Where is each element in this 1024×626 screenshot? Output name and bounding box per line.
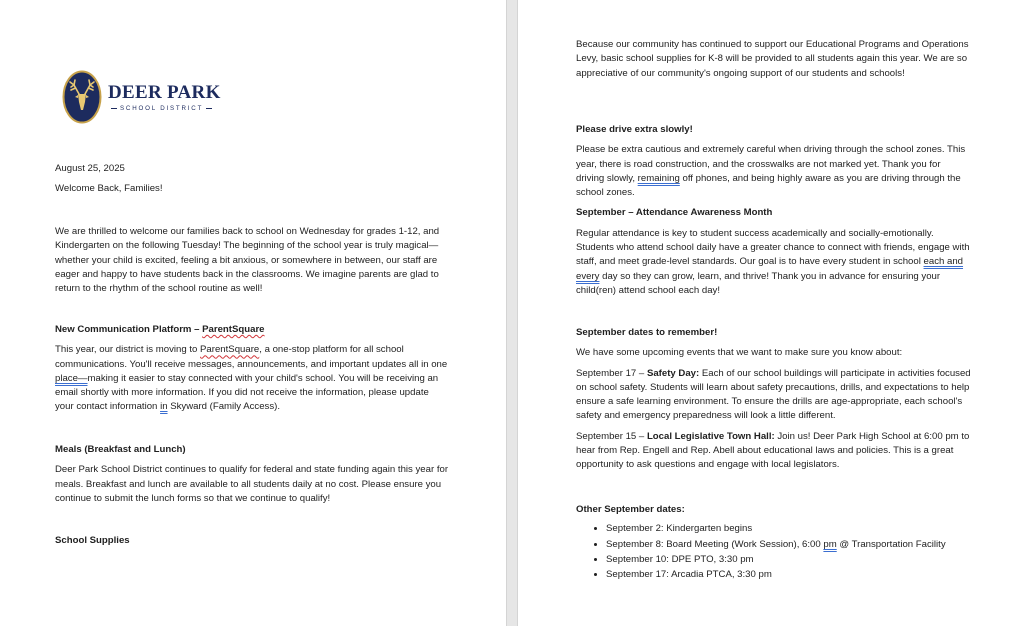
supplies-paragraph: Because our community has continued to support our Educational Programs and Operations Levy, basic school supplies for K-8 will be provided to all students again this year. We are so appreciative of our community's ongoing support of our students and schools! <box>576 39 969 79</box>
dates-heading: September dates to remember! <box>576 327 718 338</box>
intro-paragraph-block <box>55 225 450 296</box>
grammar-flag-remaining: remaining <box>637 172 680 184</box>
district-logo <box>62 70 221 124</box>
driving-section <box>576 123 971 298</box>
document-page-2 <box>518 0 1024 626</box>
grammar-flag-pm: pm <box>823 538 837 550</box>
list-item: • September 2: Kindergarten begins <box>606 521 971 536</box>
letter-date: August 25, 2025 <box>55 163 125 174</box>
district-subtitle: SCHOOL DISTRICT <box>120 104 204 112</box>
letter-greeting: Welcome Back, Families! <box>55 183 163 195</box>
dates-section <box>576 326 971 473</box>
meals-paragraph: Deer Park School District continues to qualify for federal and state funding again this year for meals. Breakfast and lunch are available to all students daily at no cost. Please ensure you continue to submit the lunch forms so that we continue to qualify! <box>55 464 449 504</box>
district-wordmark <box>108 83 221 112</box>
driving-heading: Please drive extra slowly! <box>576 124 693 135</box>
letter-opening <box>55 162 450 197</box>
meals-section <box>55 443 450 506</box>
deer-head-icon <box>62 70 102 124</box>
district-name: DEER PARK <box>108 81 221 103</box>
other-dates-heading: Other September dates: <box>576 504 685 515</box>
district-subtitle-row <box>108 105 221 112</box>
supplies-heading: School Supplies <box>55 535 130 546</box>
grammar-flag-each-and-every: each and every <box>576 256 964 282</box>
other-dates-section <box>576 503 971 582</box>
grammar-flag-in: in <box>160 401 168 413</box>
town-hall-paragraph: September 15 – Local Legislative Town Hall: Join us! Deer Park High School at 6:00 pm to hear from Rep. Engell and Rep. Abell about educational laws and policies. This is a great opportunity to ask questions and engage with local legislators. <box>576 430 970 471</box>
list-item: • September 17: Arcadia PTCA, 3:30 pm <box>606 567 971 582</box>
attendance-paragraph: Regular attendance is key to student success academically and socially-emotionally. Students who attend school daily have a greater chance to connect with friends, engage with staff, and meet grade-level standards. Our goal is to have every student in school each and every day so they can grow, learn, and thrive! Thank you in advance for ensuring your child(ren) attend school each day! <box>576 227 970 296</box>
dates-intro: We have some upcoming events that we want to make sure you know about: <box>576 347 903 359</box>
page-gutter <box>506 0 518 626</box>
grammar-flag-place: place— <box>55 372 88 384</box>
safety-day-label: Safety Day: <box>646 367 700 379</box>
intro-paragraph: We are thrilled to welcome our families back to school on Wednesday for grades 1-12, and Kindergarten on the following Tuesday! The beginning of the school year is truly magical—whether your child is excited, feeling a bit anxious, or somewhere in between, our staff are eager and happy to have students back in the classrooms. We imagine parents are glad to return to the rhythm of the school routine as well! <box>55 226 440 295</box>
attendance-heading: September – Attendance Awareness Month <box>576 207 773 219</box>
supplies-section <box>55 534 450 548</box>
safety-day-paragraph: September 17 – Safety Day: Each of our school buildings will participate in activities focused on school safety. Students will learn about safety precautions, drills, and expectations to help ensure a safe learning environment. To ensure the drills are age-appropriate, each school's safety and emergency preparedness will look a little different. <box>576 367 971 422</box>
communication-heading: New Communication Platform – ParentSquare <box>55 324 265 335</box>
list-item: • September 10: DPE PTO, 3:30 pm <box>606 552 971 567</box>
spelling-flag-parentsquare: ParentSquare <box>200 344 260 356</box>
communication-paragraph: This year, our district is moving to ParentSquare, a one-stop platform for all school communications. You'll receive messages, announcements, and important updates all in one place—making it easier to stay connected with your child's school. You will be receiving an email shortly with more information. If you did not receive the information, please update your contact information in Skyward (Family Access). <box>55 344 448 413</box>
driving-paragraph: Please be extra cautious and extremely careful when driving through the school zones. This year, there is road construction, and the crosswalks are not marked yet. Thank you for driving slowly, remaining off phones, and being highly aware as you are driving through the school zones. <box>576 144 966 199</box>
communication-section <box>55 323 450 415</box>
list-item: • September 8: Board Meeting (Work Session), 6:00 pm @ Transportation Facility <box>606 537 971 552</box>
other-dates-list <box>576 521 971 582</box>
supplies-continued <box>576 38 971 81</box>
document-page-1 <box>0 0 506 626</box>
parentsquare-heading-link: ParentSquare <box>202 324 265 335</box>
town-hall-label: Local Legislative Town Hall: <box>646 430 775 442</box>
meals-heading: Meals (Breakfast and Lunch) <box>55 444 186 455</box>
